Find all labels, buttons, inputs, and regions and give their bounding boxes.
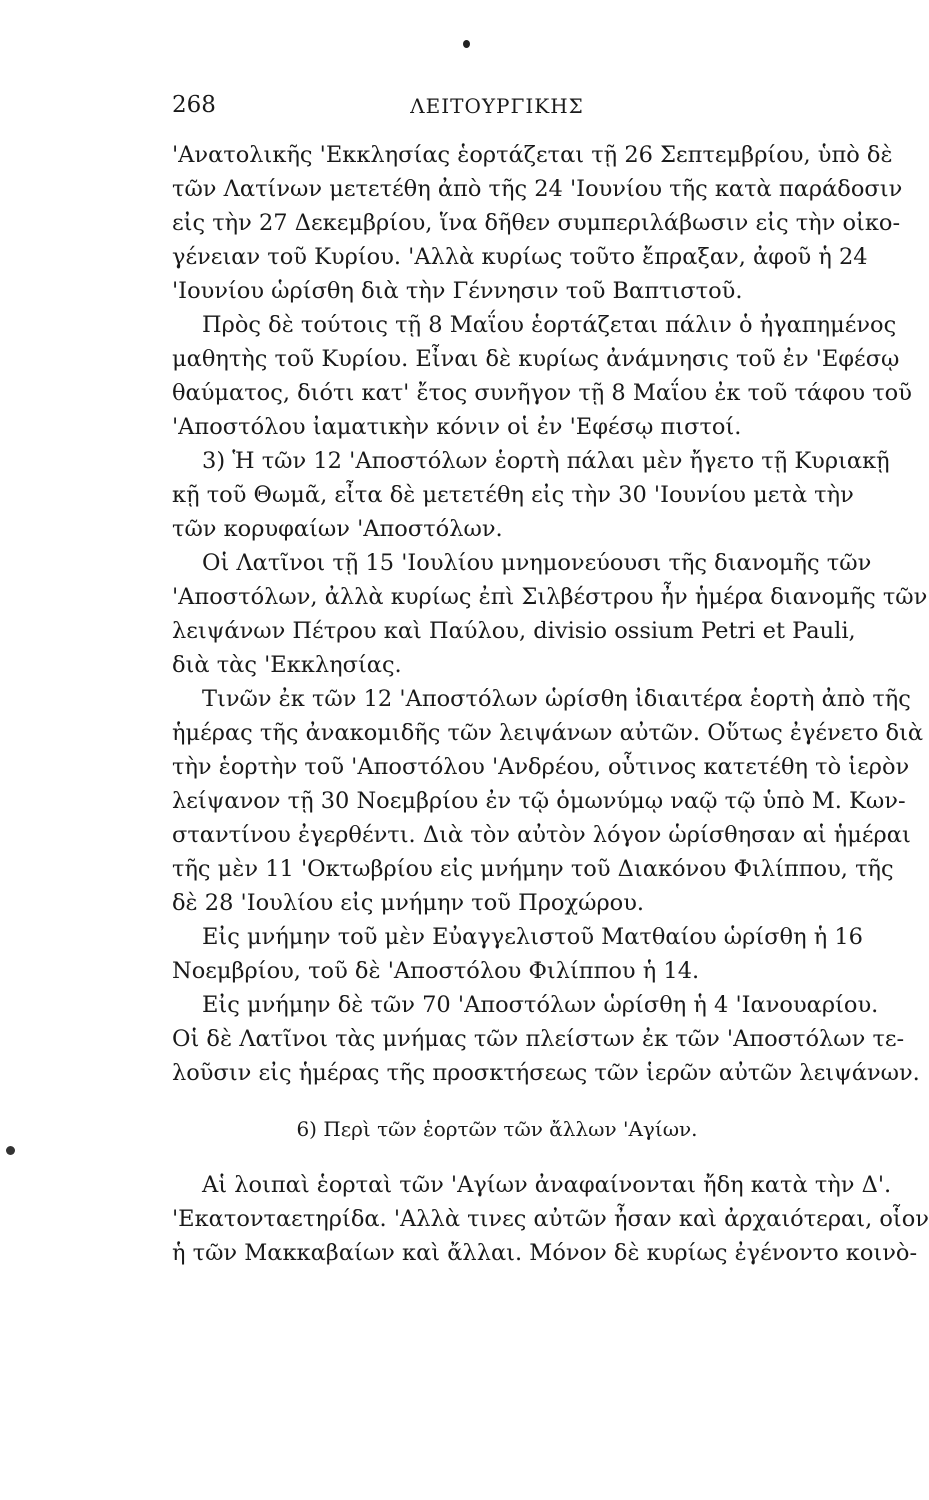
text-line: ἡμέρας τῆς ἀνακομιδῆς τῶν λειψάνων αὐτῶν. Οὕτως ἐγένετο διὰ — [172, 720, 924, 746]
text-line: κῇ τοῦ Θωμᾶ, εἶτα δὲ μετετέθη εἰς τὴν 30 'Ιουνίου μετὰ τὴν — [172, 482, 854, 508]
text-line: δὲ 28 'Ιουλίου εἰς μνήμην τοῦ Προχώρου. — [172, 890, 645, 916]
text-line: τὴν ἑορτὴν τοῦ 'Αποστόλου 'Ανδρέου, οὗτινος κατετέθη τὸ ἱερὸν — [172, 754, 910, 780]
text-line: Εἰς μνήμην δὲ τῶν 70 'Αποστόλων ὡρίσθη ἡ 4 'Ιανουαρίου. — [202, 992, 879, 1018]
text-line: τῶν κορυφαίων 'Αποστόλων. — [172, 516, 503, 542]
text-line: 'Αποστόλων, ἀλλὰ κυρίως ἐπὶ Σιλβέστρου ἦν ἡμέρα διανομῆς τῶν — [172, 584, 928, 610]
text-line: Οἱ δὲ Λατῖνοι τὰς μνήμας τῶν πλείστων ἐκ τῶν 'Αποστόλων τε- — [172, 1026, 905, 1052]
text-line: Τινῶν ἐκ τῶν 12 'Αποστόλων ὡρίσθη ἰδιαιτέρα ἑορτὴ ἀπὸ τῆς — [202, 686, 911, 712]
paragraphs — [172, 138, 928, 1090]
ink-dot — [6, 1146, 15, 1155]
text-line: διὰ τὰς 'Εκκλησίας. — [172, 652, 402, 678]
text-line: γένειαν τοῦ Κυρίου. 'Αλλὰ κυρίως τοῦτο ἔπραξαν, ἀφοῦ ἡ 24 — [172, 244, 868, 270]
text-line: θαύματος, διότι κατ' ἔτος συνῆγον τῇ 8 Μαΐου ἐκ τοῦ τάφου τοῦ — [172, 380, 912, 406]
body-text — [172, 138, 929, 1270]
text-line: τῆς μὲν 11 'Οκτωβρίου εἰς μνήμην τοῦ Διακόνου Φιλίππου, τῆς — [172, 856, 894, 882]
text-line: Πρὸς δὲ τούτοις τῇ 8 Μαΐου ἑορτάζεται πάλιν ὁ ἠγαπημένος — [202, 312, 897, 338]
page-number: 268 — [172, 92, 216, 118]
text-line: Αἱ λοιπαὶ ἑορταὶ τῶν 'Αγίων ἀναφαίνονται ἤδη κατὰ τὴν Δ'. — [202, 1172, 892, 1198]
text-line: 'Εκατονταετηρίδα. 'Αλλὰ τινες αὐτῶν ἦσαν καὶ ἀρχαιότεραι, οἷον — [172, 1206, 929, 1232]
page-header — [172, 90, 822, 126]
text-line: λοῦσιν εἰς ἡμέρας τῆς προσκτήσεως τῶν ἱερῶν αὐτῶν λειψάνων. — [172, 1060, 920, 1086]
section-heading: 6) Περὶ τῶν ἑορτῶν τῶν ἄλλων 'Αγίων. — [296, 1117, 698, 1141]
text-line: λειψάνων Πέτρου καὶ Παύλου, divisio ossium Petri et Pauli, — [172, 618, 856, 644]
running-title: ΛΕΙΤΟΥΡΓΙΚΗΣ — [410, 94, 584, 118]
text-line: ἡ τῶν Μακκαβαίων καὶ ἄλλαι. Μόνον δὲ κυρίως ἐγένοντο κοινὸ- — [172, 1240, 918, 1266]
text-line: 'Αποστόλου ἰαματικὴν κόνιν οἱ ἐν 'Εφέσῳ πιστοί. — [172, 414, 742, 440]
text-line: Εἰς μνήμην τοῦ μὲν Εὐαγγελιστοῦ Ματθαίου ὡρίσθη ἡ 16 — [202, 924, 863, 950]
text-line: λείψανον τῇ 30 Νοεμβρίου ἐν τῷ ὁμωνύμῳ ναῷ τῷ ὑπὸ Μ. Κων- — [172, 788, 906, 814]
text-line: τῶν Λατίνων μετετέθη ἀπὸ τῆς 24 'Ιουνίου τῆς κατὰ παράδοσιν — [172, 176, 903, 202]
text-line: μαθητὴς τοῦ Κυρίου. Εἶναι δὲ κυρίως ἀνάμνησις τοῦ ἐν 'Εφέσῳ — [172, 346, 900, 372]
paragraphs-continued — [172, 1168, 929, 1270]
text-line: εἰς τὴν 27 Δεκεμβρίου, ἵνα δῆθεν συμπεριλάβωσιν εἰς τὴν οἰκο- — [172, 210, 901, 236]
text-line: 3) Ἡ τῶν 12 'Αποστόλων ἑορτὴ πάλαι μὲν ἤγετο τῇ Κυριακῇ — [202, 448, 890, 474]
text-line: σταντίνου ἐγερθέντι. Διὰ τὸν αὐτὸν λόγον ὡρίσθησαν αἱ ἡμέραι — [172, 822, 911, 848]
text-line: Οἱ Λατῖνοι τῇ 15 'Ιουλίου μνημονεύουσι τῆς διανομῆς τῶν — [202, 550, 872, 576]
text-line: 'Ιουνίου ὡρίσθη διὰ τὴν Γέννησιν τοῦ Βαπτιστοῦ. — [172, 278, 743, 304]
text-line: 'Ανατολικῆς 'Εκκλησίας ἑορτάζεται τῇ 26 Σεπτεμβρίου, ὑπὸ δὲ — [172, 142, 893, 168]
text-line: Νοεμβρίου, τοῦ δὲ 'Αποστόλου Φιλίππου ἡ 14. — [172, 958, 700, 984]
ink-dot — [463, 40, 470, 48]
